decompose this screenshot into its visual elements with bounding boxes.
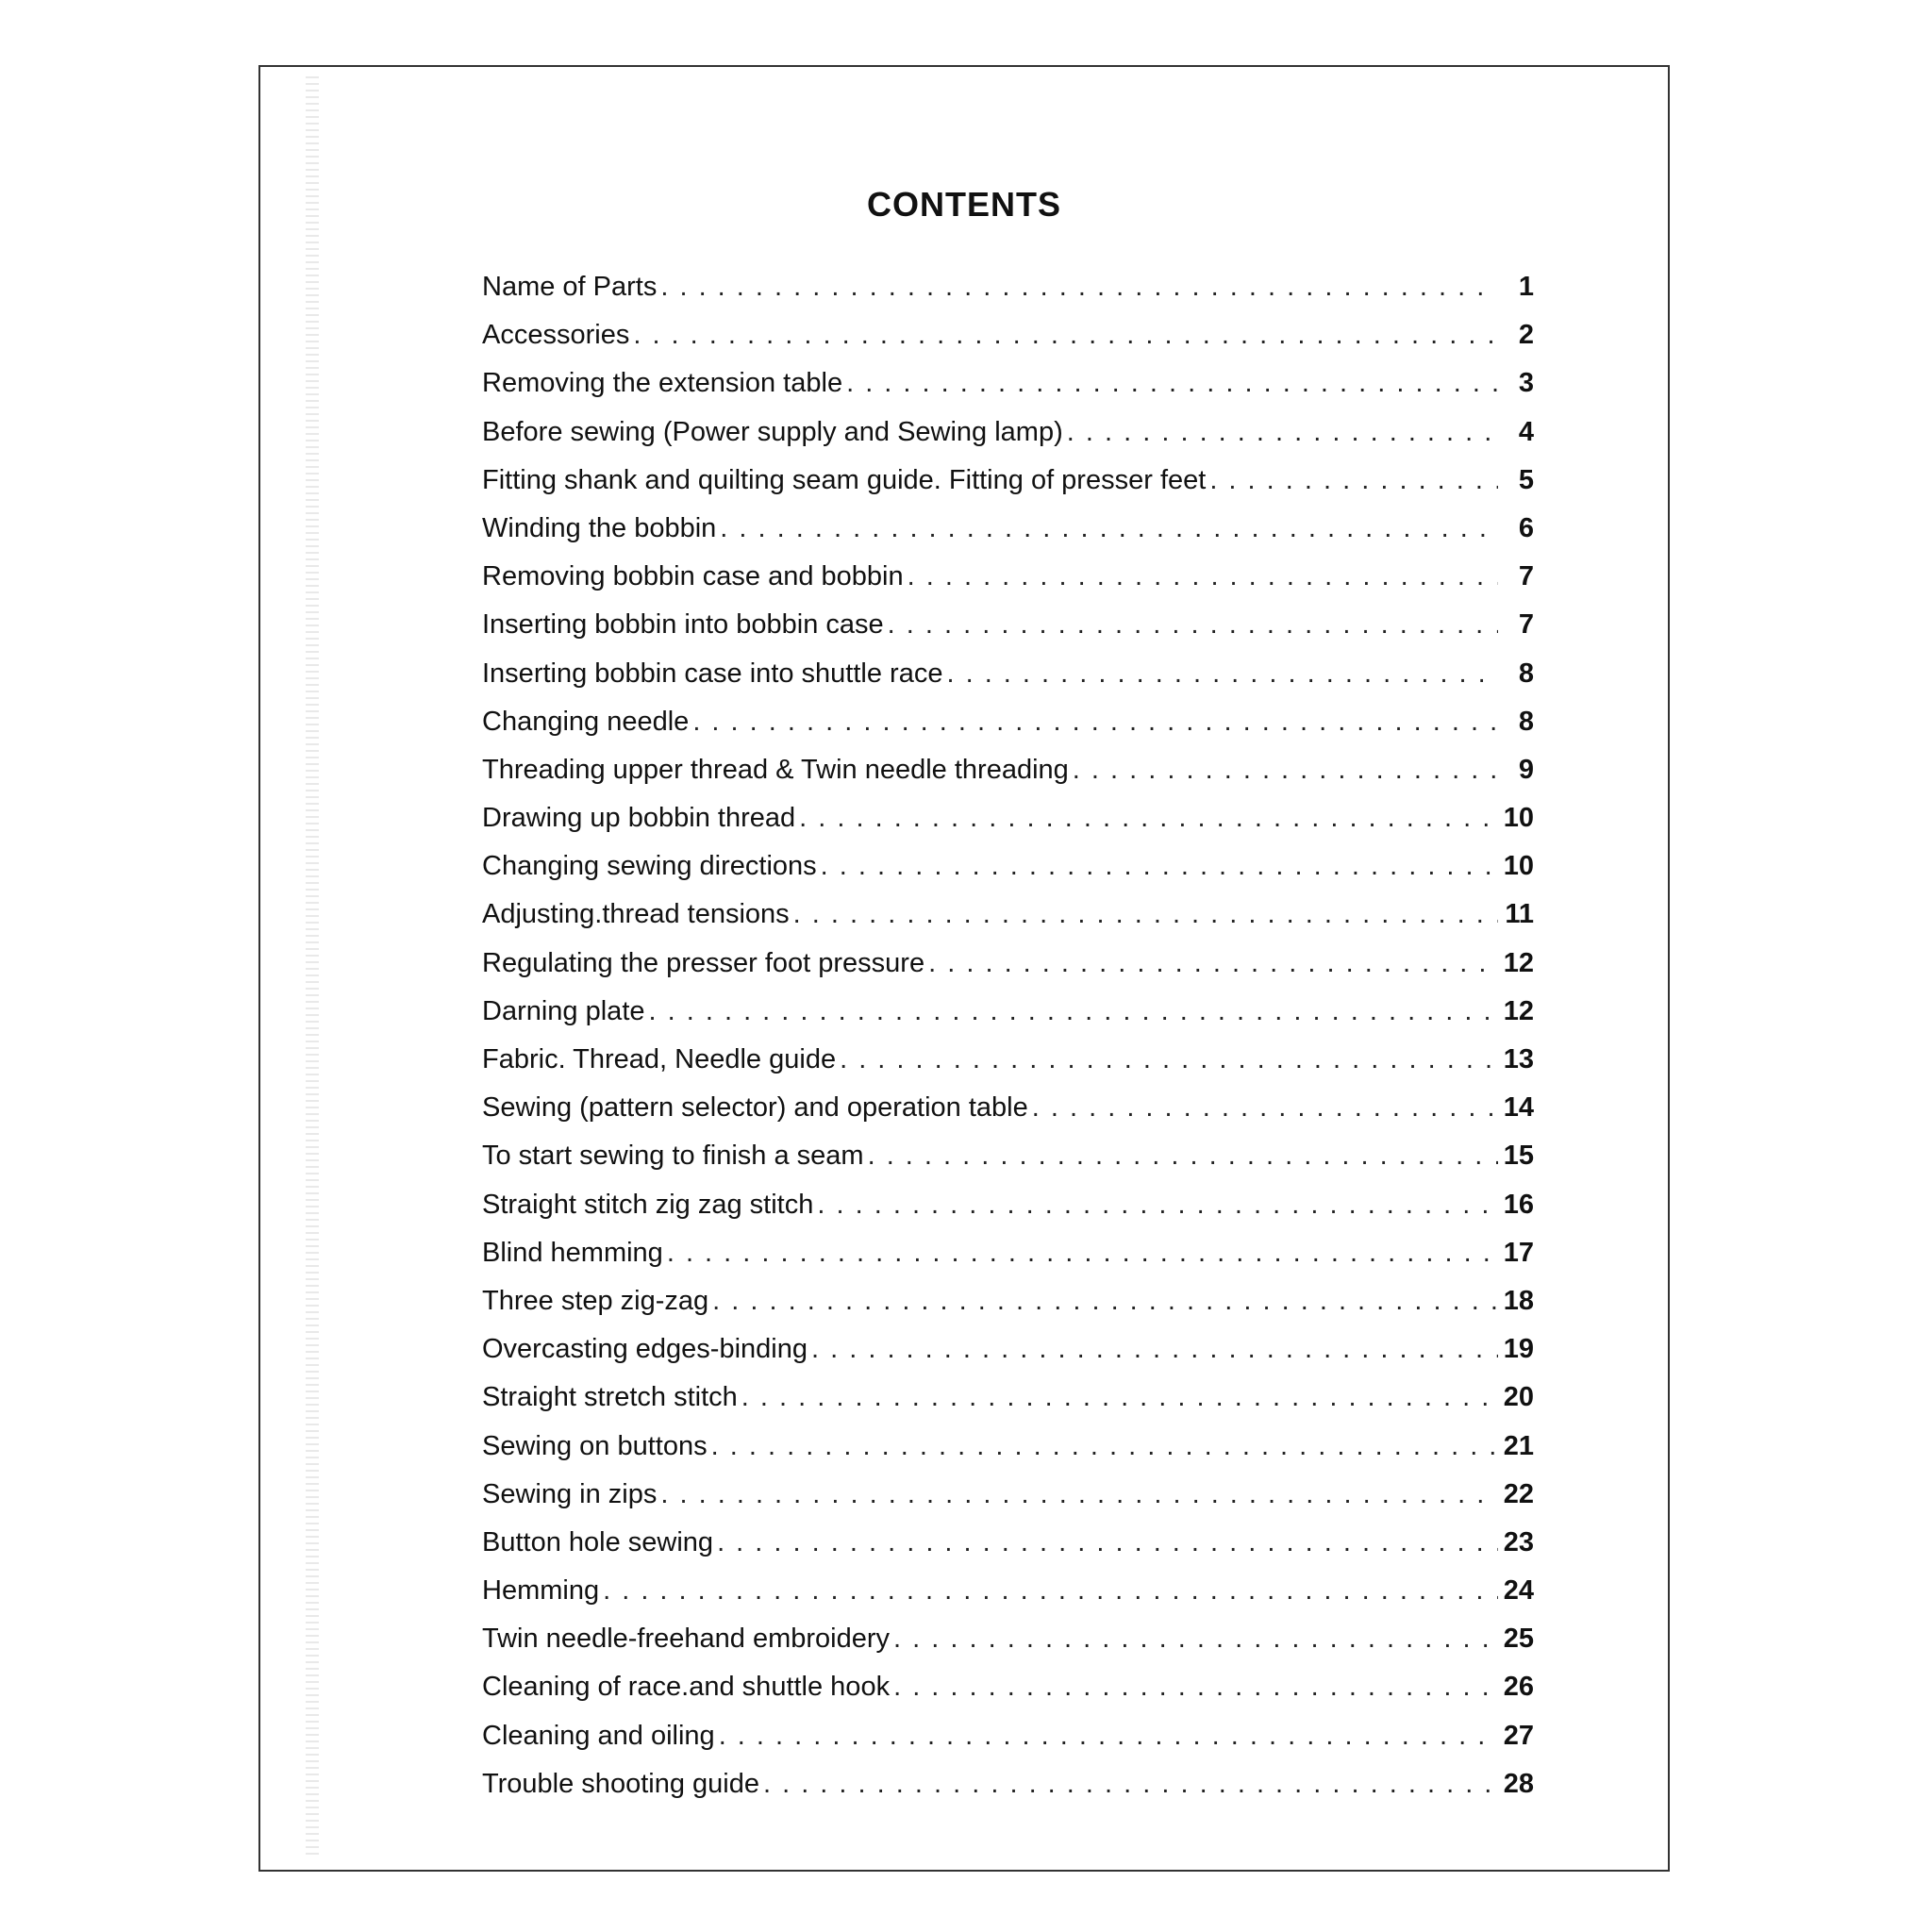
toc-entry-label: Inserting bobbin into bobbin case <box>482 609 884 641</box>
toc-entry-label: Name of Parts <box>482 272 658 302</box>
toc-entry-page-number: 8 <box>1518 658 1534 689</box>
toc-entry-page-number: 12 <box>1503 995 1534 1026</box>
toc-entry-page-number: 18 <box>1503 1285 1534 1316</box>
toc-leader-dots <box>946 658 1498 690</box>
toc-entry <box>482 899 1534 947</box>
toc-leader-dots <box>711 1431 1498 1462</box>
toc-leader-dots <box>667 1238 1498 1269</box>
toc-entry-page-number: 1 <box>1518 272 1534 302</box>
toc-entry-label: Blind hemming <box>482 1237 663 1268</box>
toc-entry <box>482 803 1534 851</box>
toc-entry-label: Adjusting.thread tensions <box>482 899 790 930</box>
toc-entry <box>482 1190 1534 1238</box>
toc-leader-dots <box>1067 417 1498 448</box>
toc-entry-label: Button hole sewing <box>482 1526 714 1557</box>
toc-leader-dots <box>1032 1092 1498 1124</box>
toc-entry <box>482 1141 1534 1189</box>
toc-leader-dots <box>893 1672 1498 1703</box>
toc-leader-dots <box>799 803 1498 834</box>
toc-entry-page-number: 9 <box>1518 754 1534 785</box>
toc-entry-label: Sewing on buttons <box>482 1430 708 1461</box>
toc-leader-dots <box>633 320 1498 351</box>
toc-leader-dots <box>603 1575 1498 1607</box>
toc-entry-label: Regulating the presser foot pressure <box>482 947 925 978</box>
toc-entry <box>482 1575 1534 1624</box>
toc-leader-dots <box>793 899 1498 930</box>
toc-leader-dots <box>1209 465 1498 496</box>
toc-entry <box>482 1769 1534 1817</box>
toc-leader-dots <box>1073 755 1498 786</box>
toc-entry <box>482 465 1534 513</box>
toc-entry-label: Removing bobbin case and bobbin <box>482 561 904 592</box>
toc-entry-page-number: 3 <box>1518 368 1534 399</box>
toc-entry-page-number: 2 <box>1518 320 1534 351</box>
toc-entry <box>482 755 1534 803</box>
toc-entry-label: Winding the bobbin <box>482 512 717 543</box>
toc-entry-page-number: 11 <box>1505 899 1534 930</box>
toc-entry-page-number: 19 <box>1503 1334 1534 1365</box>
toc-entry <box>482 561 1534 609</box>
toc-entry-page-number: 24 <box>1503 1575 1534 1607</box>
toc-entry-label: Accessories <box>482 320 630 351</box>
toc-entry <box>482 320 1534 368</box>
toc-entry-page-number: 16 <box>1503 1189 1534 1220</box>
toc-entry-label: Threading upper thread & Twin needle threading <box>482 754 1069 785</box>
toc-entry-page-number: 22 <box>1503 1478 1534 1509</box>
toc-entry-page-number: 26 <box>1503 1672 1534 1703</box>
toc-leader-dots <box>763 1769 1498 1800</box>
toc-leader-dots <box>741 1382 1498 1413</box>
toc-entry <box>482 851 1534 899</box>
toc-entry-label: Trouble shooting guide <box>482 1768 759 1799</box>
toc-entry-label: Changing needle <box>482 706 690 737</box>
toc-entry <box>482 948 1534 996</box>
toc-entry <box>482 368 1534 416</box>
toc-entry <box>482 1431 1534 1479</box>
toc-leader-dots <box>720 513 1498 544</box>
toc-entry-page-number: 7 <box>1518 561 1534 592</box>
toc-entry-page-number: 13 <box>1503 1044 1534 1074</box>
toc-entry-page-number: 17 <box>1503 1237 1534 1268</box>
toc-leader-dots <box>868 1141 1498 1172</box>
toc-entry-label: Sewing (pattern selector) and operation table <box>482 1092 1028 1124</box>
toc-entry-page-number: 15 <box>1503 1141 1534 1172</box>
toc-leader-dots <box>660 272 1498 303</box>
toc-entry-label: Darning plate <box>482 995 645 1026</box>
toc-entry-label: Three step zig-zag <box>482 1285 709 1316</box>
table-of-contents <box>482 272 1534 1817</box>
toc-entry-label: Straight stitch zig zag stitch <box>482 1189 814 1220</box>
toc-leader-dots <box>712 1286 1498 1317</box>
toc-leader-dots <box>811 1334 1498 1365</box>
toc-entry-page-number: 7 <box>1518 609 1534 641</box>
toc-leader-dots <box>888 609 1498 641</box>
toc-entry-label: Fitting shank and quilting seam guide. Fitting of presser feet <box>482 464 1207 495</box>
toc-leader-dots <box>821 851 1498 882</box>
toc-entry-label: Straight stretch stitch <box>482 1382 738 1413</box>
toc-entry-label: Sewing in zips <box>482 1478 658 1509</box>
toc-entry <box>482 1286 1534 1334</box>
toc-leader-dots <box>817 1190 1498 1221</box>
toc-entry <box>482 1672 1534 1720</box>
toc-entry-label: To start sewing to finish a seam <box>482 1141 864 1172</box>
toc-entry-page-number: 21 <box>1503 1430 1534 1461</box>
toc-entry <box>482 1721 1534 1769</box>
toc-entry <box>482 1527 1534 1575</box>
toc-leader-dots <box>928 948 1498 979</box>
toc-entry <box>482 1044 1534 1092</box>
toc-entry <box>482 272 1534 320</box>
toc-entry-label: Before sewing (Power supply and Sewing lamp) <box>482 416 1063 447</box>
toc-entry <box>482 1238 1534 1286</box>
document-page <box>258 65 1670 1872</box>
toc-entry-label: Inserting bobbin case into shuttle race <box>482 658 943 689</box>
toc-entry-label: Twin needle-freehand embroidery <box>482 1624 891 1655</box>
toc-entry-label: Cleaning of race.and shuttle hook <box>482 1672 891 1703</box>
toc-leader-dots <box>893 1624 1498 1655</box>
toc-entry-label: Removing the extension table <box>482 368 843 399</box>
toc-entry <box>482 1479 1534 1527</box>
toc-entry-label: Hemming <box>482 1575 600 1607</box>
toc-entry-page-number: 8 <box>1518 706 1534 737</box>
toc-entry <box>482 1624 1534 1672</box>
toc-leader-dots <box>717 1527 1498 1558</box>
toc-leader-dots <box>719 1721 1498 1752</box>
toc-entry-page-number: 25 <box>1503 1624 1534 1655</box>
toc-entry-page-number: 10 <box>1503 803 1534 834</box>
toc-entry-page-number: 14 <box>1503 1092 1534 1124</box>
toc-entry-page-number: 27 <box>1503 1720 1534 1751</box>
toc-leader-dots <box>846 368 1498 399</box>
toc-entry-page-number: 28 <box>1503 1768 1534 1799</box>
toc-leader-dots <box>649 996 1499 1027</box>
toc-entry-page-number: 4 <box>1518 416 1534 447</box>
toc-entry-page-number: 10 <box>1503 851 1534 882</box>
toc-entry <box>482 996 1534 1044</box>
toc-entry <box>482 609 1534 658</box>
toc-entry <box>482 658 1534 707</box>
toc-entry-label: Changing sewing directions <box>482 851 817 882</box>
toc-entry-page-number: 6 <box>1518 512 1534 543</box>
toc-entry-label: Fabric. Thread, Needle guide <box>482 1044 837 1074</box>
scanned-binding-edge <box>306 76 319 1859</box>
toc-leader-dots <box>692 707 1498 738</box>
toc-entry <box>482 1334 1534 1382</box>
toc-leader-dots <box>660 1479 1498 1510</box>
toc-entry <box>482 1092 1534 1141</box>
toc-entry <box>482 417 1534 465</box>
toc-leader-dots <box>840 1044 1498 1075</box>
toc-entry-page-number: 20 <box>1503 1382 1534 1413</box>
toc-entry <box>482 1382 1534 1430</box>
toc-entry-page-number: 23 <box>1503 1526 1534 1557</box>
toc-entry <box>482 513 1534 561</box>
toc-entry-label: Cleaning and oiling <box>482 1720 715 1751</box>
toc-entry-page-number: 5 <box>1518 464 1534 495</box>
toc-entry-page-number: 12 <box>1503 947 1534 978</box>
toc-entry-label: Overcasting edges-binding <box>482 1334 808 1365</box>
toc-leader-dots <box>908 561 1498 592</box>
toc-entry <box>482 707 1534 755</box>
page-title: CONTENTS <box>867 185 1061 224</box>
toc-entry-label: Drawing up bobbin thread <box>482 803 796 834</box>
